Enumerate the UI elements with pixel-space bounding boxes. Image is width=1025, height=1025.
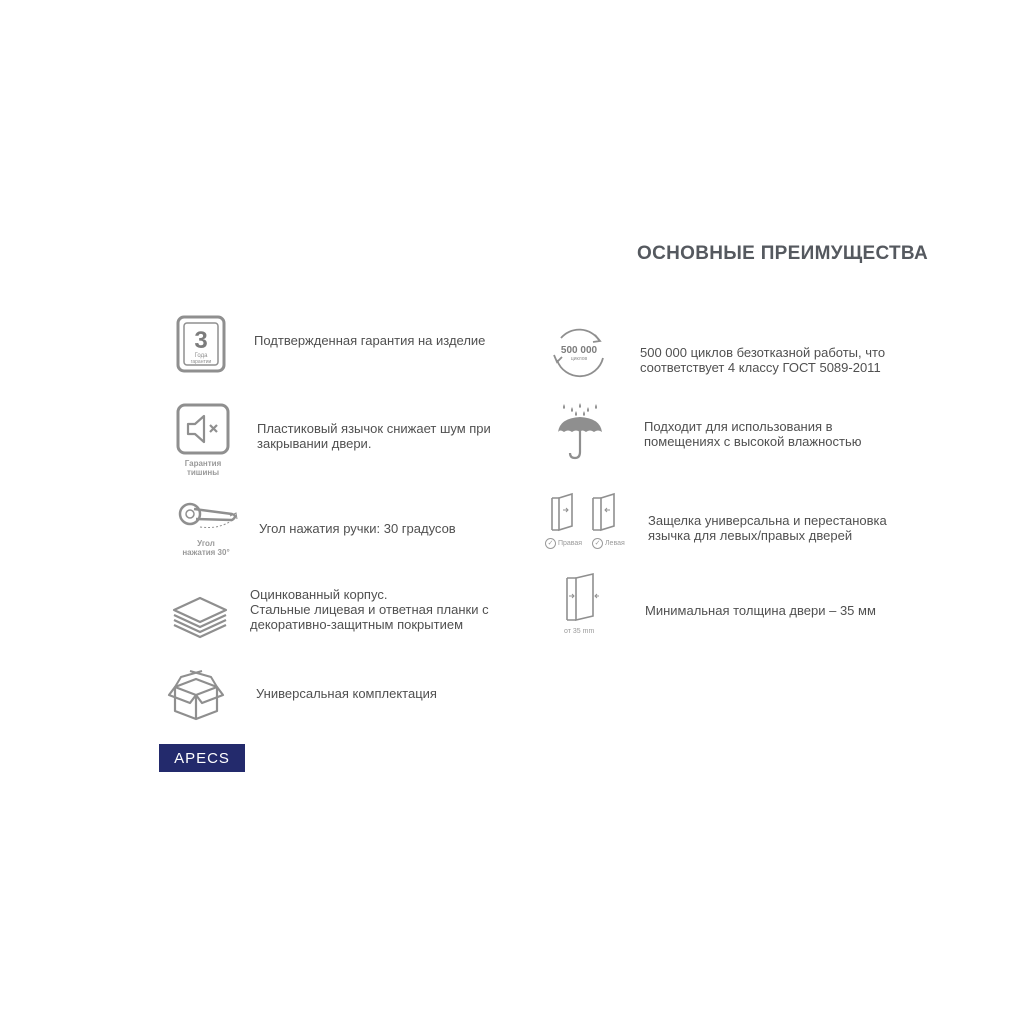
check-circle-icon: ✓ [592, 538, 603, 549]
feature-silence-text [257, 421, 491, 451]
feature-line: Угол нажатия ручки: 30 градусов [259, 521, 456, 536]
feature-line: соответствует 4 классу ГОСТ 5089-2011 [640, 360, 881, 375]
cycles-icon [551, 326, 607, 380]
page-title: ОСНОВНЫЕ ПРЕИМУЩЕСТВА [637, 243, 928, 264]
check-circle-icon: ✓ [545, 538, 556, 549]
reversible-doors-icon [548, 494, 628, 538]
door-left-caption [592, 538, 625, 549]
handle-caption-2: нажатия 30° [182, 548, 230, 557]
warranty-caption-1: Года [194, 353, 208, 359]
door-left-label: Левая [604, 540, 625, 547]
umbrella-rain-icon [555, 402, 605, 460]
cycles-number: 500 000 [560, 345, 598, 356]
feature-line: язычка для левых/правых дверей [648, 528, 853, 543]
feature-humidity-text [644, 419, 862, 449]
feature-warranty-text [254, 333, 485, 348]
feature-line: Стальные лицевая и ответная планки с [250, 602, 489, 617]
feature-thickness-text [645, 603, 876, 618]
door-thickness-icon [563, 574, 603, 624]
door-handle-angle-icon [176, 500, 246, 540]
layers-icon [172, 596, 228, 638]
apecs-logo: APECS [159, 744, 245, 772]
feature-reversible-text [648, 513, 887, 543]
feature-line: помещениях с высокой влажностью [644, 434, 862, 449]
feature-line: Защелка универсальна и перестановка [648, 513, 887, 528]
feature-line: Универсальная комплектация [256, 686, 437, 701]
silence-caption-1: Гарантия [184, 459, 222, 468]
door-right-label: Правая [557, 540, 583, 547]
feature-line: 500 000 циклов безотказной работы, что [640, 345, 886, 360]
feature-line: Оцинкованный корпус. [250, 587, 388, 602]
handle-caption-1: Угол [197, 539, 215, 548]
door-right-caption [545, 538, 582, 549]
feature-line: Минимальная толщина двери – 35 мм [645, 603, 876, 618]
feature-line: Подходит для использования в [644, 419, 833, 434]
feature-kit-text [256, 686, 437, 701]
cycles-caption: циклов [570, 356, 588, 362]
warranty-number: 3 [194, 327, 208, 354]
mute-speaker-icon [176, 403, 230, 455]
feature-housing-text [250, 587, 489, 632]
warranty-icon [176, 315, 226, 373]
feature-line: Пластиковый язычок снижает шум при [257, 421, 491, 436]
feature-cycles-text [640, 345, 885, 375]
silence-caption-2: тишины [186, 468, 220, 477]
warranty-caption-2: гарантии [190, 359, 212, 365]
door-thickness-caption: от 35 mm [564, 628, 595, 635]
silence-caption [173, 459, 233, 477]
box-icon [167, 671, 225, 721]
feature-line: закрывании двери. [257, 436, 372, 451]
feature-line: декоративно-защитным покрытием [250, 617, 464, 632]
feature-line: Подтвержденная гарантия на изделие [254, 333, 486, 348]
feature-handle-text [259, 521, 456, 536]
handle-angle-caption [170, 539, 242, 557]
